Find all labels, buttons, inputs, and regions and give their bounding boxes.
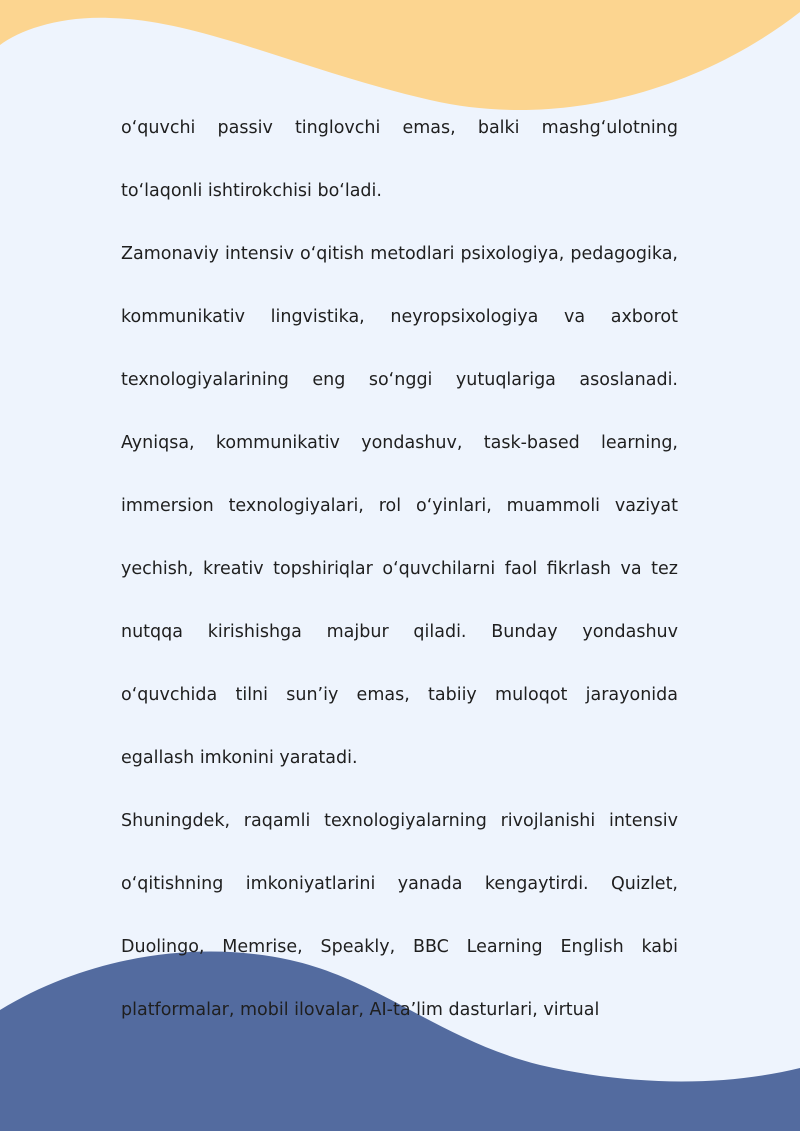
paragraph-1: o‘quvchi passiv tinglovchi emas, balki mashg‘ulotning to‘laqonli ishtirokchisi bo‘ladi. bbox=[121, 118, 678, 201]
paragraph-2: Zamonaviy intensiv o‘qitish metodlari psixologiya, pedagogika, kommunikativ lingvistika, neyropsixologiya va axborot texnologiyalarining eng so‘nggi yutuqlariga asoslanadi. Ayniqsa, kommunikativ yondashuv, task-based learning, immersion texnologiyalari, rol o‘yinlari, muammoli vaziyat yechish, kreativ topshiriqlar o‘quvchilarni faol fikrlash va tez nutqqa kirishishga majbur qiladi. Bunday yondashuv o‘quvchida tilni sun’iy emas, tabiiy muloqot jarayonida egallash imkonini yaratadi. bbox=[121, 244, 678, 768]
top-wave-shape bbox=[0, 0, 800, 110]
document-body bbox=[121, 97, 678, 1042]
paragraph-3: Shuningdek, raqamli texnologiyalarning rivojlanishi intensiv o‘qitishning imkoniyatlarini yanada kengaytirdi. Quizlet, Duolingo, Memrise, Speakly, BBC Learning English kabi platformalar, mobil ilovalar, AI-ta’lim dasturlari, virtual bbox=[121, 811, 678, 1020]
